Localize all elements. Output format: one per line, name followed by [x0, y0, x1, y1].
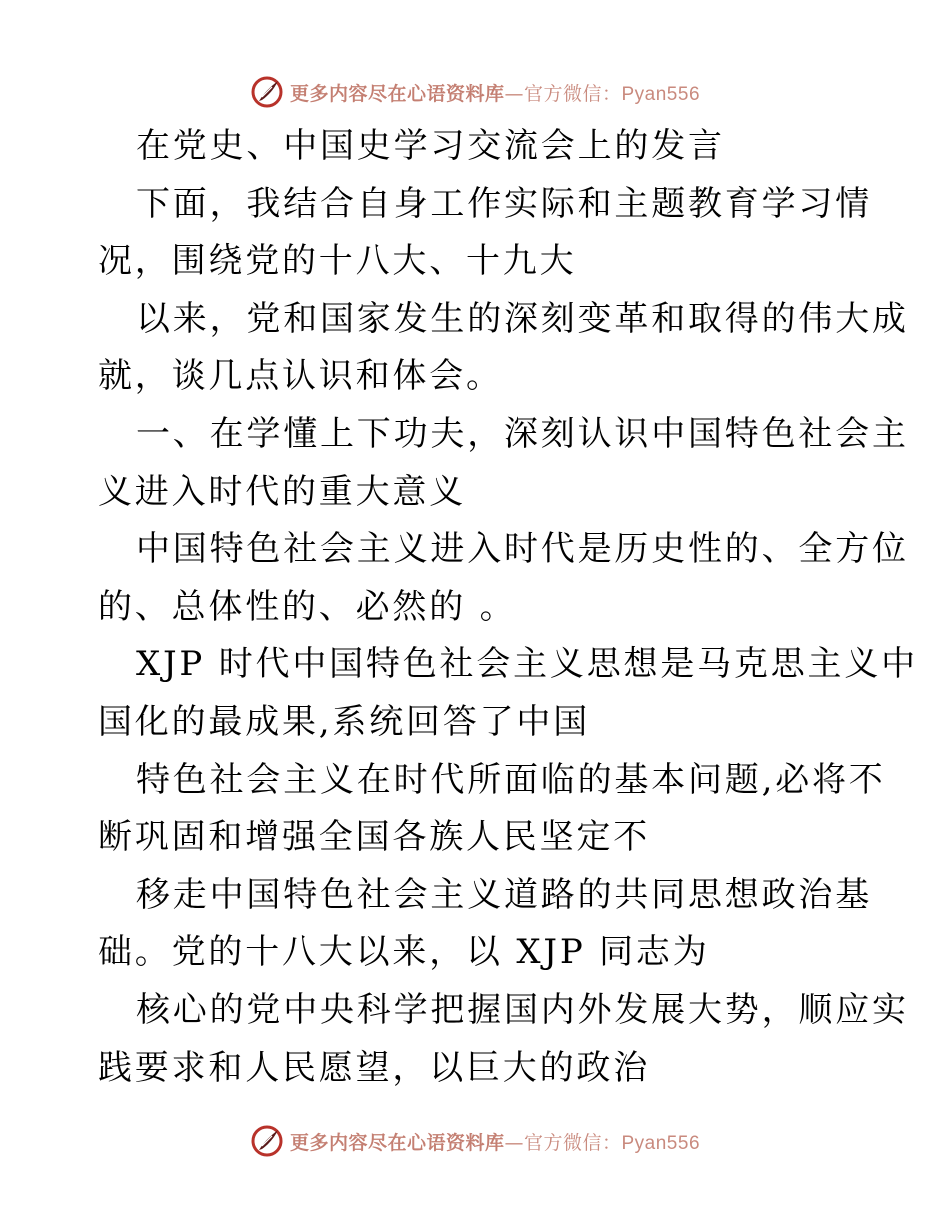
- watermark-official: 官方微信：: [523, 1131, 622, 1154]
- doc-line: 下面，我结合自身工作实际和主题教育学习情: [136, 183, 872, 224]
- header-watermark: [0, 72, 950, 112]
- watermark-wechat-id: Pyan556: [621, 83, 701, 105]
- doc-line: 核心的党中央科学把握国内外发展大势，顺应实: [136, 989, 909, 1030]
- doc-line: 断巩固和增强全国各族人民坚定不: [98, 817, 650, 858]
- doc-title: 在党史、中国史学习交流会上的发言: [136, 126, 725, 166]
- document-body: [98, 118, 918, 1097]
- doc-line: 况，围绕党的十八大、十九大: [98, 241, 577, 282]
- doc-line: 国化的最成果,系统回答了中国: [98, 701, 591, 742]
- feather-pen-logo-icon: [250, 1124, 284, 1158]
- footer-watermark: [0, 1121, 950, 1161]
- doc-line: 以来，党和国家发生的深刻变革和取得的伟大成: [136, 298, 909, 339]
- watermark-text-cn: 更多内容尽在心语资料库: [289, 82, 505, 105]
- doc-line: 践要求和人民愿望，以巨大的政治: [98, 1047, 650, 1088]
- watermark-official: 官方微信：: [523, 82, 622, 105]
- watermark-separator: —: [504, 82, 524, 105]
- doc-line: 移走中国特色社会主义道路的共同思想政治基: [136, 874, 872, 915]
- watermark-wechat-id: Pyan556: [621, 1132, 701, 1154]
- doc-line: XJP 时代中国特色社会主义思想是马克思主义中: [136, 644, 918, 685]
- watermark-separator: —: [504, 1131, 524, 1154]
- doc-line: 中国特色社会主义进入时代是历史性的、全方位: [136, 529, 909, 570]
- watermark-text: [290, 79, 700, 106]
- doc-line: 就，谈几点认识和体会。: [98, 356, 503, 397]
- doc-line: 础。党的十八大以来，以 XJP 同志为: [98, 932, 710, 973]
- doc-line: 特色社会主义在时代所面临的基本问题,必将不: [136, 759, 886, 800]
- watermark-text-cn: 更多内容尽在心语资料库: [289, 1131, 505, 1154]
- doc-line: 的、总体性的、必然的 。: [98, 586, 517, 627]
- doc-section-heading: 一、在学懂上下功夫，深刻认识中国特色社会主: [136, 413, 909, 454]
- feather-pen-logo-icon: [250, 75, 284, 109]
- doc-section-heading-cont: 义进入时代的重大意义: [98, 471, 466, 512]
- watermark-text: [290, 1128, 700, 1155]
